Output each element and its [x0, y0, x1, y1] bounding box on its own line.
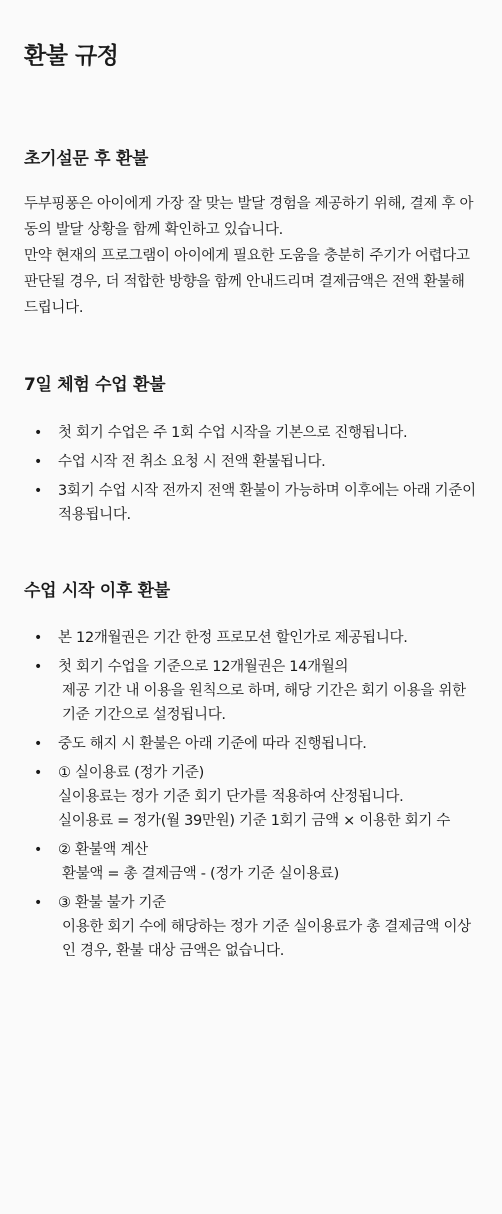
bullet-list: [24, 421, 478, 527]
section-title: 수업 시작 이후 환불: [24, 581, 170, 601]
list-item: • 3회기 수업 시작 전까지 전액 환불이 가능하며 이후에는 아래 기준이 적용됩니다.: [24, 479, 478, 527]
list-item: [24, 732, 478, 756]
list-item-line: 이용한 회기 수에 해당하는 정가 기준 실이용료가 총 결제금액 이상인 경우, 환불 대상 금액은 없습니다.: [62, 919, 471, 959]
list-item: [24, 655, 478, 727]
list-item-line: 실이용료는 정가 기준 회기 단가를 적용하여 산정됩니다.: [58, 789, 404, 805]
paragraph: 두부핑퐁은 아이에게 가장 잘 맞는 발달 경험을 제공하기 위해, 결제 후 아동의 발달 상황을 함께 확인하고 있습니다.: [24, 196, 474, 238]
list-item: [24, 761, 478, 833]
list-item-heading: • ② 환불액 계산: [58, 842, 148, 858]
paragraph: 만약 현재의 프로그램이 아이에게 필요한 도움을 충분히 주기가 어렵다고 판단될 경우, 더 적합한 방향을 함께 안내드리며 결제금액은 전액 환불해드립니다.: [24, 248, 470, 316]
list-item: • 수업 시작 전 취소 요청 시 전액 환불됩니다.: [24, 450, 478, 474]
bullet-list: [24, 626, 478, 963]
list-item: [24, 626, 478, 650]
section-after-start-refund: [24, 579, 478, 963]
section-initial-survey-refund: [24, 147, 478, 321]
section-title: 7일 체험 수업 환불: [24, 375, 166, 395]
list-item: [24, 838, 478, 886]
section-title: 초기설문 후 환불: [24, 149, 149, 169]
list-item-line: 제공 기간 내 이용을 원칙으로 하며, 해당 기간은 회기 이용을 위한 기준 기간으로 설정됩니다.: [62, 683, 466, 723]
section-body: [24, 191, 478, 321]
list-item: • 첫 회기 수업은 주 1회 수업 시작을 기본으로 진행됩니다.: [24, 421, 478, 445]
list-item-line: 실이용료 = 정가(월 39만원) 기준 1회기 금액 × 이용한 회기 수: [58, 813, 451, 829]
section-trial-refund: [24, 373, 478, 527]
list-item-line: • 중도 해지 시 환불은 아래 기준에 따라 진행됩니다.: [58, 736, 367, 752]
page-title: 환불 규정: [24, 43, 119, 69]
list-item-heading: • ③ 환불 불가 기준: [58, 895, 166, 911]
list-item-line: • 첫 회기 수업을 기준으로 12개월권은 14개월의: [58, 659, 349, 675]
list-item-line: 환불액 = 총 결제금액 - (정가 기준 실이용료): [62, 866, 339, 882]
list-item: [24, 891, 478, 963]
list-item-line: • 본 12개월권은 기간 한정 프로모션 할인가로 제공됩니다.: [58, 630, 408, 646]
list-item-heading: • ① 실이용료 (정가 기준): [58, 765, 204, 781]
